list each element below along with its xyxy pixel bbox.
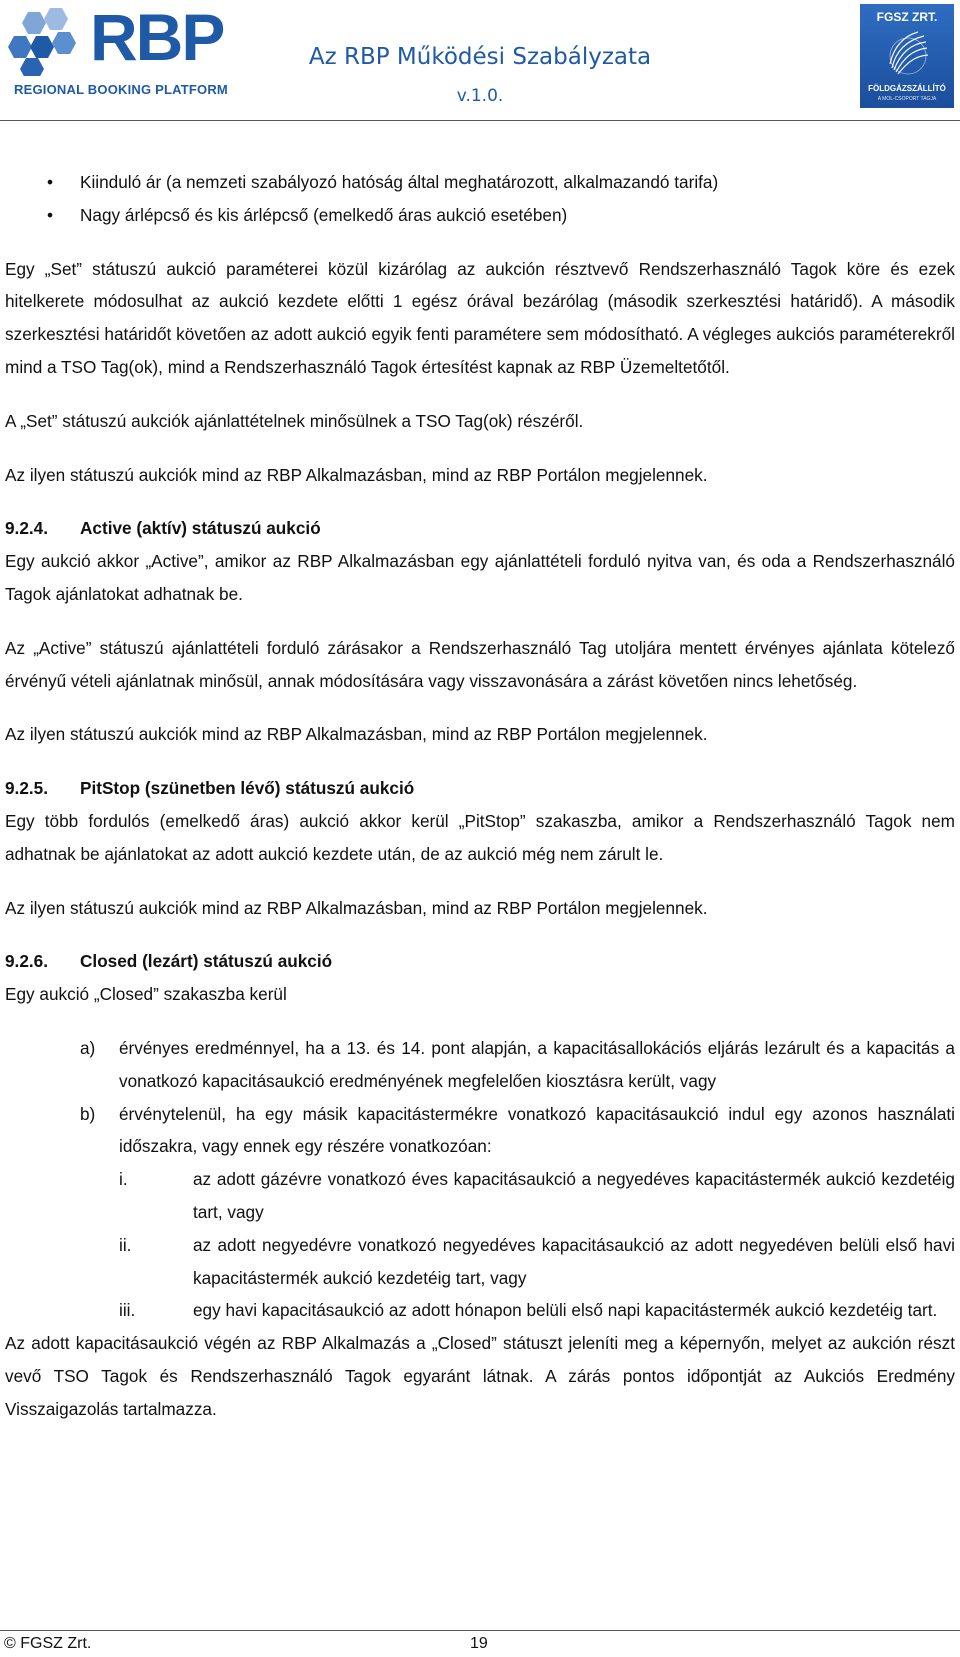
rbp-logo [6,0,236,98]
bullet-item [5,166,955,199]
sub-list-item [5,1229,955,1295]
section-title: PitStop (szünetben lévő) státuszú aukció [80,778,415,799]
set-offer-paragraph: A „Set” státuszú aukciók ajánlattételnek minősülnek a TSO Tag(ok) részéről. [5,410,584,431]
section-heading-pitstop [5,772,955,805]
document-title: Az RBP Működési Szabályzata [308,44,652,70]
sub-list-item-text: az adott gázévre vonatkozó éves kapacitásaukció a negyedéves kapacitástermék aukció kezdetéig tart, vagy [193,1169,955,1222]
list-item [5,1098,955,1164]
list-item-text: érvényes eredménnyel, ha a 13. és 14. pont alapján, a kapacitásallokációs eljárás lezárult és a kapacitás a vonatkozó kapacitásaukció eredményének megfelelően kiosztásra került, vagy [119,1037,955,1091]
fgsz-logo [860,4,954,108]
pitstop-definition-paragraph: Egy több fordulós (emelkedő áras) aukció akkor kerül „PitStop” szakaszba, amikor a Rendszerhasználó Tagok nem adhatnak be ajánlatokat az adott aukció kezdete után, de az aukció még nem zárult le. [5,810,955,864]
set-visible-paragraph: Az ilyen státuszú aukciók mind az RBP Alkalmazásban, mind az RBP Portálon megjelennek. [5,464,708,485]
bullet-icon: • [47,204,54,225]
active-close-paragraph: Az „Active” státuszú ajánlattételi forduló zárásakor a Rendszerhasználó Tag utoljára mentett érvényes ajánlata kötelező érvényű vételi ajánlatnak minősül, annak módosítására vagy visszavonására a zárást követően nincs lehetőség. [5,637,955,691]
sub-list-item [5,1294,955,1327]
rbp-logo-subtitle: REGIONAL BOOKING PLATFORM [14,82,228,97]
page-header [0,0,960,122]
bullet-icon: • [47,172,54,192]
section-number: 9.2.4. [5,518,49,539]
hexagon-cluster-icon [6,6,96,76]
bullet-text: Kiinduló ár (a nemzeti szabályozó hatóság által meghatározott, alkalmazandó tarifa) [80,172,719,192]
sub-list-item-label: ii. [119,1234,132,1255]
fgsz-logo-name: FÖLDGÁZSZÁLLÍTÓ [868,84,946,93]
fgsz-logo-tagline: A MOL-CSOPORT TAGJA [877,96,937,102]
footer-divider [0,1630,960,1631]
page-number: 19 [470,1635,488,1652]
section-title: Active (aktív) státuszú aukció [80,518,321,539]
list-item-label: b) [80,1103,96,1124]
list-item-label: a) [80,1037,96,1058]
section-title: Closed (lezárt) státuszú aukció [80,951,333,972]
header-divider [0,120,960,121]
document-version: v.1.0. [456,86,504,106]
section-number: 9.2.6. [5,951,49,972]
active-definition-paragraph: Egy aukció akkor „Active”, amikor az RBP Alkalmazásban egy ajánlattételi forduló nyitva van, és oda a Rendszerhasználó Tagok ajánlatokat adhatnak be. [5,551,955,604]
bullet-item [5,199,955,232]
closed-intro-paragraph: Egy aukció „Closed” szakaszba kerül [5,984,287,1005]
document-body [5,166,955,1426]
footer-company: © FGSZ Zrt. [4,1635,92,1652]
sub-list-item-label: i. [119,1169,128,1190]
section-heading-closed [5,945,955,978]
section-heading-active [5,512,955,545]
pitstop-visible-paragraph: Az ilyen státuszú aukciók mind az RBP Alkalmazásban, mind az RBP Portálon megjelennek. [5,897,708,918]
list-item [5,1032,955,1098]
sub-list-item-label: iii. [119,1300,136,1321]
set-params-paragraph: Egy „Set” státuszú aukció paraméterei közül kizárólag az aukción résztvevő Rendszerhasználó Tagok köre és ezek hitelkerete módosulhat az aukció kezdete előtti 1 egész órával bezárólag (második szerkesztési határidő). A második szerkesztési határidőt követően az adott aukció egyik fenti paramétere sem módosítható. A végleges aukciós paraméterekről mind a TSO Tag(ok), mind a Rendszerhasználó Tagok értesítést kapnak az RBP Üzemeltetőtől. [5,258,955,377]
sub-list-item-text: egy havi kapacitásaukció az adott hónapon belüli első napi kapacitástermék aukció kezdetéig tart. [193,1300,938,1321]
section-number: 9.2.5. [5,778,49,799]
flame-globe-icon [882,28,932,78]
active-visible-paragraph: Az ilyen státuszú aukciók mind az RBP Alkalmazásban, mind az RBP Portálon megjelennek. [5,724,708,745]
sub-list-item [5,1163,955,1229]
sub-list-item-text: az adott negyedévre vonatkozó negyedéves kapacitásaukció az adott negyedéven belüli első havi kapacitástermék aukció kezdetéig tart, vagy [193,1234,955,1288]
fgsz-logo-top: FGSZ ZRT. [876,10,938,24]
list-item-text: érvénytelenül, ha egy másik kapacitástermékre vonatkozó kapacitásaukció indul egy azonos használati időszakra, vagy ennek egy részére vonatkozóan: [119,1103,955,1157]
closed-final-paragraph: Az adott kapacitásaukció végén az RBP Alkalmazás a „Closed” státuszt jeleníti meg a képernyőn, melyet az aukción részt vevő TSO Tagok és Rendszerhasználó Tagok egyaránt látnak. A zárás pontos időpontját az Aukciós Eredmény Visszaigazolás tartalmazza. [5,1333,955,1419]
rbp-logo-letters: RBP [90,0,224,74]
bullet-text: Nagy árlépcső és kis árlépcső (emelkedő áras aukció esetében) [80,204,568,225]
